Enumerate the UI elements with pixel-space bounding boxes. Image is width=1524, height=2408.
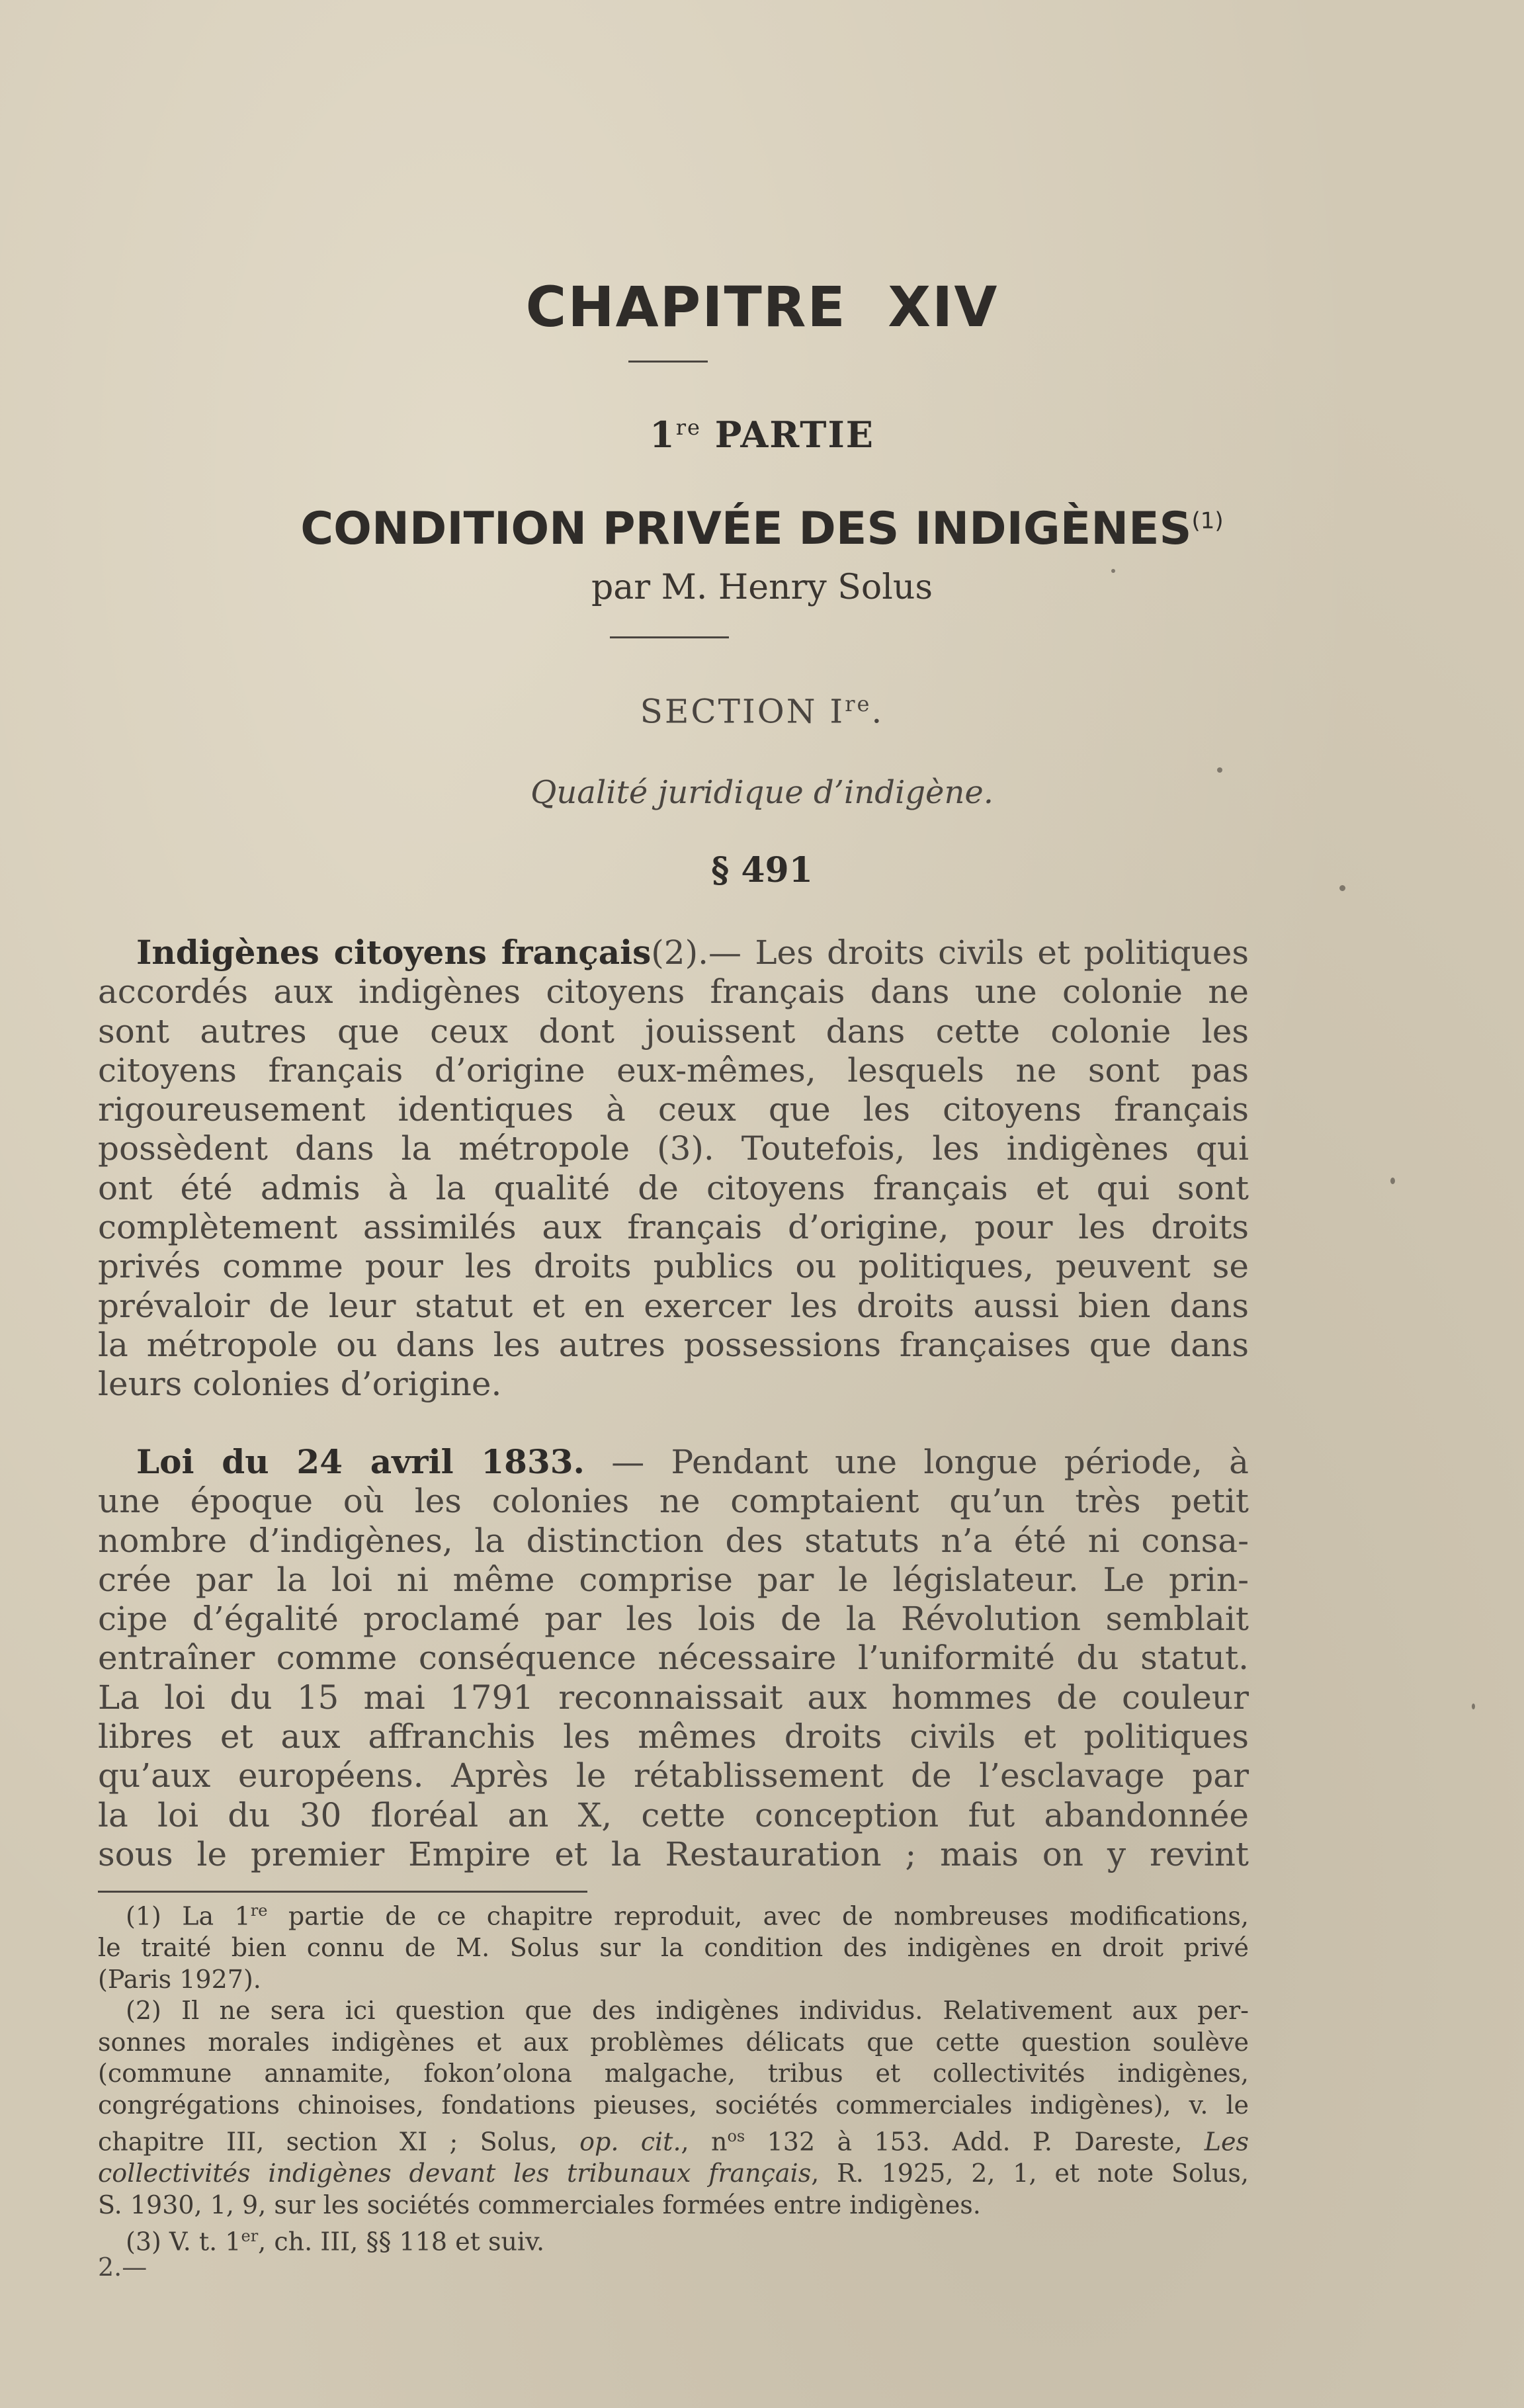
section-label: SECTION: [640, 692, 830, 731]
footnote-line: sonnes morales indigènes et aux problèmes délicats que cette question soulève: [98, 2027, 1249, 2057]
paper-speck: [1390, 1178, 1395, 1184]
chapter-heading: CHAPITRE XIV: [525, 275, 999, 339]
text-line: ont été admis à la qualité de citoyens français et qui sont: [98, 1168, 1249, 1207]
text-line: privés comme pour les droits publics ou politiques, peuvent se: [98, 1247, 1249, 1286]
paper-speck: [1472, 1703, 1475, 1709]
footnote-2: (2) Il ne sera ici question que des indigènes individus. Relativement aux per-: [126, 1996, 1249, 2026]
title-footnote-ref: (1): [1191, 507, 1224, 535]
text-line: une époque où les colonies ne comptaient qu’un très petit: [98, 1482, 1249, 1521]
paragraph-lead: Loi du 24 avril 1833.: [136, 1442, 585, 1481]
part-number: 1: [650, 413, 676, 456]
footnote-line: le traité bien connu de M. Solus sur la condition des indigènes en droit privé: [98, 1933, 1249, 1963]
text-line: la loi du 30 floréal an X, cette conception fut abandonnée: [98, 1795, 1249, 1834]
paper-speck: [1339, 885, 1345, 891]
text-line: prévaloir de leur statut et en exercer les droits aussi bien dans: [98, 1286, 1249, 1325]
footnote-line: collectivités indigènes devant les tribunaux français, R. 1925, 2, 1, et note Solus,: [98, 2159, 1249, 2188]
footnote-divider: [98, 1891, 587, 1893]
text-line: libres et aux affranchis les mêmes droits civils et politiques: [98, 1717, 1249, 1756]
page-title: [0, 503, 1524, 555]
footnote-line: (commune annamite, fokon’olona malgache, tribus et collectivités indigènes,: [98, 2059, 1249, 2088]
paragraph-number: § 491: [711, 850, 813, 890]
text-line: sous le premier Empire et la Restauration ; mais on y revint: [98, 1834, 1249, 1873]
part-label: PARTIE: [700, 413, 874, 456]
text-line: accordés aux indigènes citoyens français dans une colonie ne: [98, 972, 1249, 1011]
section-subtitle: Qualité juridique d’indigène.: [530, 774, 994, 811]
footnote-line: (Paris 1927).: [98, 1964, 261, 1994]
footnotes: [98, 1895, 1249, 2258]
text-line: Loi du 24 avril 1833. — Pendant une longue période, à: [136, 1442, 1249, 1481]
title-text: CONDITION PRIVÉE DES INDIGÈNES: [300, 503, 1192, 555]
footnote-1: (1) La 1re partie de ce chapitre reproduit, avec de nombreuses modifications,: [126, 1901, 1249, 1931]
paper-speck: [1217, 767, 1222, 773]
paragraph-law-1833: [98, 1442, 1249, 1874]
section-dot: .: [871, 692, 884, 731]
footnote-line: S. 1930, 1, 9, sur les sociétés commerciales formées entre indigènes.: [98, 2190, 981, 2219]
text-line: la métropole ou dans les autres possessions françaises que dans: [98, 1325, 1249, 1364]
section-number-suffix: re: [845, 691, 872, 716]
section-number: I: [829, 692, 845, 731]
text-line: complètement assimilés aux français d’origine, pour les droits: [98, 1208, 1249, 1247]
author-divider: [610, 636, 729, 638]
text-line: citoyens français d’origine eux-mêmes, lesquels ne sont pas: [98, 1051, 1249, 1090]
footnote-line: congrégations chinoises, fondations pieuses, sociétés commerciales indigènes), v. le: [98, 2090, 1249, 2120]
text-line: cipe d’égalité proclamé par les lois de la Révolution semblait: [98, 1600, 1249, 1639]
footnote-line: chapitre III, section XI ; Solus, op. cit., $n^{os}$ 132 à 153. Add. P. Dareste, Les: [98, 2127, 1249, 2157]
paragraph-citizens: [98, 933, 1249, 1404]
text-line: qu’aux européens. Après le rétablissement de l’esclavage par: [98, 1756, 1249, 1795]
text-line: entraîner comme conséquence nécessaire l’uniformité du statut.: [98, 1639, 1249, 1678]
paper-speck: [1111, 569, 1115, 573]
text-line: sont autres que ceux dont jouissent dans cette colonie les: [98, 1011, 1249, 1051]
text-line: crée par la loi ni même comprise par le législateur. Le prin-: [98, 1560, 1249, 1599]
text-line: Indigènes citoyens français(2).— Les droits civils et politiques: [136, 933, 1249, 972]
paragraph-lead: Indigènes citoyens français: [136, 933, 652, 972]
part-number-suffix: re: [675, 415, 701, 440]
text-line: La loi du 15 mai 1791 reconnaissait aux hommes de couleur: [98, 1678, 1249, 1717]
text-line: possèdent dans la métropole (3). Toutefois, les indigènes qui: [98, 1129, 1249, 1168]
footnote-3: (3) V. t. 1er, ch. III, §§ 118 et suiv.: [126, 2227, 545, 2257]
page-number: 2.—: [98, 2253, 148, 2282]
heading-divider: [628, 361, 708, 363]
text-line: rigoureusement identiques à ceux que les citoyens français: [98, 1090, 1249, 1129]
text-line: leurs colonies d’origine.: [98, 1365, 502, 1404]
part-heading: [0, 413, 1524, 456]
section-heading: [0, 691, 1524, 731]
author-line: par M. Henry Solus: [591, 568, 933, 607]
text-line: nombre d’indigènes, la distinction des statuts n’a été ni consa-: [98, 1521, 1249, 1560]
